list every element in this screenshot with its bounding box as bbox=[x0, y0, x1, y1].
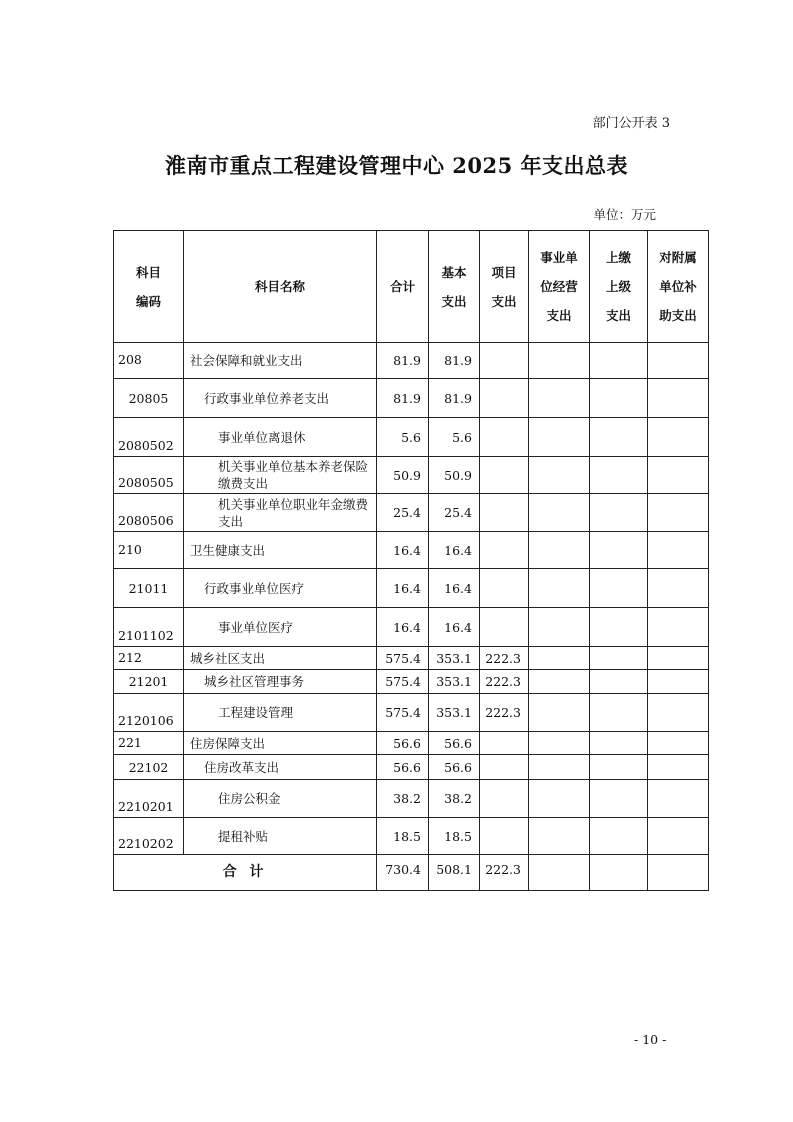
row-business bbox=[529, 494, 590, 532]
row-upper bbox=[590, 457, 648, 494]
row-upper bbox=[590, 670, 648, 694]
header-row bbox=[114, 231, 709, 343]
row-total: 5.6 bbox=[377, 418, 429, 457]
row-project bbox=[480, 780, 529, 818]
row-code: 2080505 bbox=[114, 457, 184, 494]
total-subsidy bbox=[648, 855, 709, 891]
row-project bbox=[480, 457, 529, 494]
row-business bbox=[529, 818, 590, 855]
row-business bbox=[529, 379, 590, 418]
row-upper bbox=[590, 418, 648, 457]
row-upper bbox=[590, 780, 648, 818]
row-basic: 18.5 bbox=[429, 818, 480, 855]
row-business bbox=[529, 732, 590, 755]
row-project: 222.3 bbox=[480, 670, 529, 694]
row-basic: 38.2 bbox=[429, 780, 480, 818]
row-upper bbox=[590, 694, 648, 732]
row-business bbox=[529, 343, 590, 379]
row-business bbox=[529, 457, 590, 494]
row-total: 18.5 bbox=[377, 818, 429, 855]
row-code: 221 bbox=[114, 732, 184, 755]
page-number: - 10 - bbox=[634, 1032, 667, 1047]
row-subsidy bbox=[648, 532, 709, 569]
row-project bbox=[480, 418, 529, 457]
row-project: 222.3 bbox=[480, 694, 529, 732]
row-total: 16.4 bbox=[377, 608, 429, 647]
row-name: 城乡社区支出 bbox=[184, 647, 377, 670]
row-code: 21011 bbox=[114, 569, 184, 608]
header-code: 科目 编码 bbox=[114, 231, 184, 343]
row-business bbox=[529, 647, 590, 670]
row-basic: 5.6 bbox=[429, 418, 480, 457]
row-name: 事业单位离退休 bbox=[184, 418, 377, 457]
table-row bbox=[114, 694, 709, 732]
row-basic: 353.1 bbox=[429, 670, 480, 694]
row-business bbox=[529, 755, 590, 780]
row-code: 22102 bbox=[114, 755, 184, 780]
table-row bbox=[114, 569, 709, 608]
row-basic: 353.1 bbox=[429, 647, 480, 670]
total-business bbox=[529, 855, 590, 891]
row-basic: 56.6 bbox=[429, 732, 480, 755]
table-row bbox=[114, 818, 709, 855]
row-subsidy bbox=[648, 670, 709, 694]
table-row bbox=[114, 343, 709, 379]
row-total: 56.6 bbox=[377, 755, 429, 780]
total-basic: 508.1 bbox=[429, 855, 480, 891]
row-upper bbox=[590, 532, 648, 569]
row-name: 卫生健康支出 bbox=[184, 532, 377, 569]
row-subsidy bbox=[648, 418, 709, 457]
table-row bbox=[114, 780, 709, 818]
row-code: 2120106 bbox=[114, 694, 184, 732]
table-row bbox=[114, 647, 709, 670]
total-upper bbox=[590, 855, 648, 891]
expenditure-table bbox=[113, 230, 709, 891]
total-total: 730.4 bbox=[377, 855, 429, 891]
row-name: 提租补贴 bbox=[184, 818, 377, 855]
row-total: 25.4 bbox=[377, 494, 429, 532]
table-row bbox=[114, 418, 709, 457]
row-business bbox=[529, 694, 590, 732]
row-subsidy bbox=[648, 569, 709, 608]
row-project bbox=[480, 732, 529, 755]
row-code: 212 bbox=[114, 647, 184, 670]
row-name: 城乡社区管理事务 bbox=[184, 670, 377, 694]
row-code: 210 bbox=[114, 532, 184, 569]
row-name: 工程建设管理 bbox=[184, 694, 377, 732]
table-row bbox=[114, 670, 709, 694]
row-basic: 16.4 bbox=[429, 608, 480, 647]
row-upper bbox=[590, 343, 648, 379]
row-upper bbox=[590, 569, 648, 608]
total-label: 合 计 bbox=[114, 855, 377, 891]
row-basic: 16.4 bbox=[429, 532, 480, 569]
page-title: 淮南市重点工程建设管理中心 2025 年支出总表 bbox=[164, 153, 629, 178]
header-total: 合计 bbox=[377, 231, 429, 343]
row-name: 社会保障和就业支出 bbox=[184, 343, 377, 379]
row-code: 2210201 bbox=[114, 780, 184, 818]
row-total: 50.9 bbox=[377, 457, 429, 494]
row-basic: 50.9 bbox=[429, 457, 480, 494]
row-subsidy bbox=[648, 694, 709, 732]
row-business bbox=[529, 780, 590, 818]
row-project: 222.3 bbox=[480, 647, 529, 670]
total-row bbox=[114, 855, 709, 891]
row-total: 56.6 bbox=[377, 732, 429, 755]
row-total: 575.4 bbox=[377, 694, 429, 732]
row-subsidy bbox=[648, 780, 709, 818]
row-name: 住房保障支出 bbox=[184, 732, 377, 755]
row-subsidy bbox=[648, 457, 709, 494]
row-name: 事业单位医疗 bbox=[184, 608, 377, 647]
row-name: 行政事业单位养老支出 bbox=[184, 379, 377, 418]
row-code: 2080502 bbox=[114, 418, 184, 457]
row-total: 81.9 bbox=[377, 343, 429, 379]
row-code: 20805 bbox=[114, 379, 184, 418]
table-row bbox=[114, 532, 709, 569]
row-basic: 25.4 bbox=[429, 494, 480, 532]
row-basic: 16.4 bbox=[429, 569, 480, 608]
unit-label: 单位：万元 bbox=[593, 207, 656, 222]
row-subsidy bbox=[648, 647, 709, 670]
table-row bbox=[114, 494, 709, 532]
row-subsidy bbox=[648, 755, 709, 780]
row-business bbox=[529, 608, 590, 647]
row-upper bbox=[590, 494, 648, 532]
row-total: 38.2 bbox=[377, 780, 429, 818]
row-subsidy bbox=[648, 608, 709, 647]
header-name: 科目名称 bbox=[184, 231, 377, 343]
header-business: 事业单 位经营 支出 bbox=[529, 231, 590, 343]
table-row bbox=[114, 457, 709, 494]
header-project: 项目 支出 bbox=[480, 231, 529, 343]
row-name: 机关事业单位职业年金缴费支出 bbox=[184, 494, 377, 532]
row-name: 机关事业单位基本养老保险缴费支出 bbox=[184, 457, 377, 494]
row-code: 208 bbox=[114, 343, 184, 379]
header-basic: 基本 支出 bbox=[429, 231, 480, 343]
row-code: 2080506 bbox=[114, 494, 184, 532]
row-total: 16.4 bbox=[377, 532, 429, 569]
table-row bbox=[114, 732, 709, 755]
row-business bbox=[529, 670, 590, 694]
row-project bbox=[480, 818, 529, 855]
row-project bbox=[480, 569, 529, 608]
row-code: 2210202 bbox=[114, 818, 184, 855]
row-subsidy bbox=[648, 494, 709, 532]
row-subsidy bbox=[648, 818, 709, 855]
row-code: 21201 bbox=[114, 670, 184, 694]
row-upper bbox=[590, 732, 648, 755]
row-upper bbox=[590, 379, 648, 418]
row-business bbox=[529, 569, 590, 608]
row-total: 575.4 bbox=[377, 670, 429, 694]
row-business bbox=[529, 532, 590, 569]
row-name: 住房公积金 bbox=[184, 780, 377, 818]
row-code: 2101102 bbox=[114, 608, 184, 647]
row-project bbox=[480, 755, 529, 780]
row-project bbox=[480, 494, 529, 532]
table-row bbox=[114, 379, 709, 418]
header-upper: 上缴 上级 支出 bbox=[590, 231, 648, 343]
row-name: 住房改革支出 bbox=[184, 755, 377, 780]
row-business bbox=[529, 418, 590, 457]
row-subsidy bbox=[648, 343, 709, 379]
row-name: 行政事业单位医疗 bbox=[184, 569, 377, 608]
row-upper bbox=[590, 755, 648, 780]
row-basic: 353.1 bbox=[429, 694, 480, 732]
row-project bbox=[480, 532, 529, 569]
row-basic: 81.9 bbox=[429, 379, 480, 418]
row-basic: 56.6 bbox=[429, 755, 480, 780]
row-subsidy bbox=[648, 732, 709, 755]
row-upper bbox=[590, 647, 648, 670]
table-row bbox=[114, 755, 709, 780]
table-row bbox=[114, 608, 709, 647]
row-project bbox=[480, 608, 529, 647]
row-upper bbox=[590, 608, 648, 647]
total-project: 222.3 bbox=[480, 855, 529, 891]
header-subsidy: 对附属 单位补 助支出 bbox=[648, 231, 709, 343]
row-project bbox=[480, 343, 529, 379]
row-basic: 81.9 bbox=[429, 343, 480, 379]
row-total: 81.9 bbox=[377, 379, 429, 418]
row-upper bbox=[590, 818, 648, 855]
row-subsidy bbox=[648, 379, 709, 418]
row-total: 16.4 bbox=[377, 569, 429, 608]
row-project bbox=[480, 379, 529, 418]
form-label: 部门公开表 3 bbox=[592, 116, 670, 131]
row-total: 575.4 bbox=[377, 647, 429, 670]
